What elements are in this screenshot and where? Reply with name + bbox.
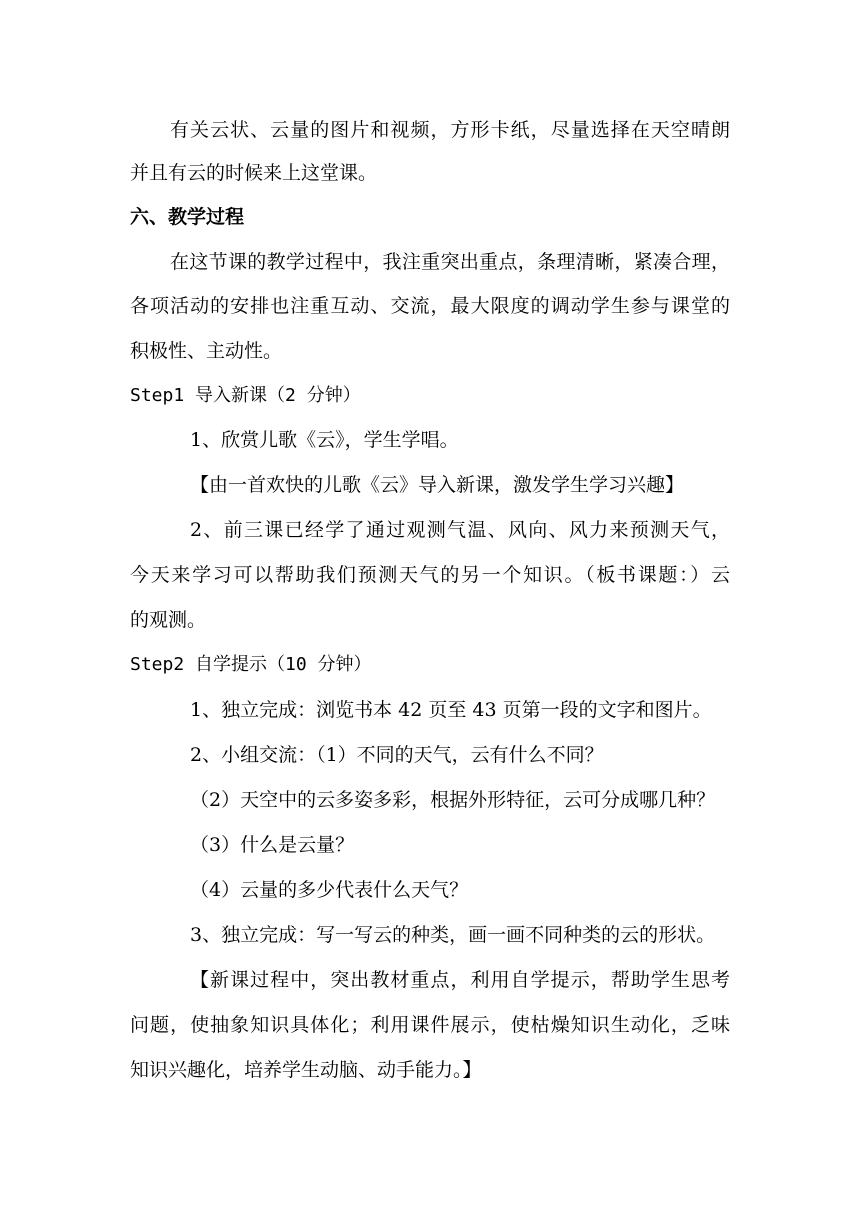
step1-item-2-line-1: 2、前三课已经学了通过观测气温、风向、风力来预测天气， [190, 519, 730, 541]
step2-title: Step2 自学提示（10 分钟） [130, 654, 372, 675]
materials-line-2: 并且有云的时候来上这堂课。 [130, 162, 378, 184]
step1-item-2-line-2: 今天来学习可以帮助我们预测天气的另一个知识。（板书课题：）云 [130, 564, 730, 586]
intro-line-1: 在这节课的教学过程中，我注重突出重点，条理清晰，紧凑合理， [170, 251, 730, 273]
intro-line-3: 积极性、主动性。 [130, 340, 283, 362]
intro-line-2: 各项活动的安排也注重互动、交流，最大限度的调动学生参与课堂的 [130, 295, 730, 317]
step2-note-line-1: 【新课过程中，突出教材重点，利用自学提示，帮助学生思考 [190, 969, 730, 991]
step2-item-3: 3、独立完成：写一写云的种类，画一画不同种类的云的形状。 [190, 924, 716, 946]
step1-item-2-line-3: 的观测。 [130, 609, 207, 631]
step2-sub-4: （4）云量的多少代表什么天气？ [190, 879, 469, 901]
step1-title: Step1 导入新课（2 分钟） [130, 385, 361, 406]
section-heading: 六、教学过程 [130, 206, 245, 228]
step2-item-1: 1、独立完成：浏览书本 42 页至 43 页第一段的文字和图片。 [190, 699, 712, 721]
step1-item-1: 1、欣赏儿歌《云》，学生学唱。 [190, 429, 459, 451]
step2-sub-3: （3）什么是云量？ [190, 834, 355, 856]
materials-line-1: 有关云状、云量的图片和视频，方形卡纸，尽量选择在天空晴朗 [170, 119, 730, 141]
step1-note-1: 【由一首欢快的儿歌《云》导入新课，激发学生学习兴趣】 [190, 474, 685, 496]
step2-note-line-3: 知识兴趣化，培养学生动脑、动手能力。】 [130, 1059, 482, 1081]
step2-sub-2: （2）天空中的云多姿多彩，根据外形特征，云可分成哪几种？ [190, 789, 716, 811]
step2-note-line-2: 问题，使抽象知识具体化；利用课件展示，使枯燥知识生动化，乏味 [130, 1014, 730, 1036]
step2-item-2: 2、小组交流：（1）不同的天气，云有什么不同？ [190, 744, 604, 766]
